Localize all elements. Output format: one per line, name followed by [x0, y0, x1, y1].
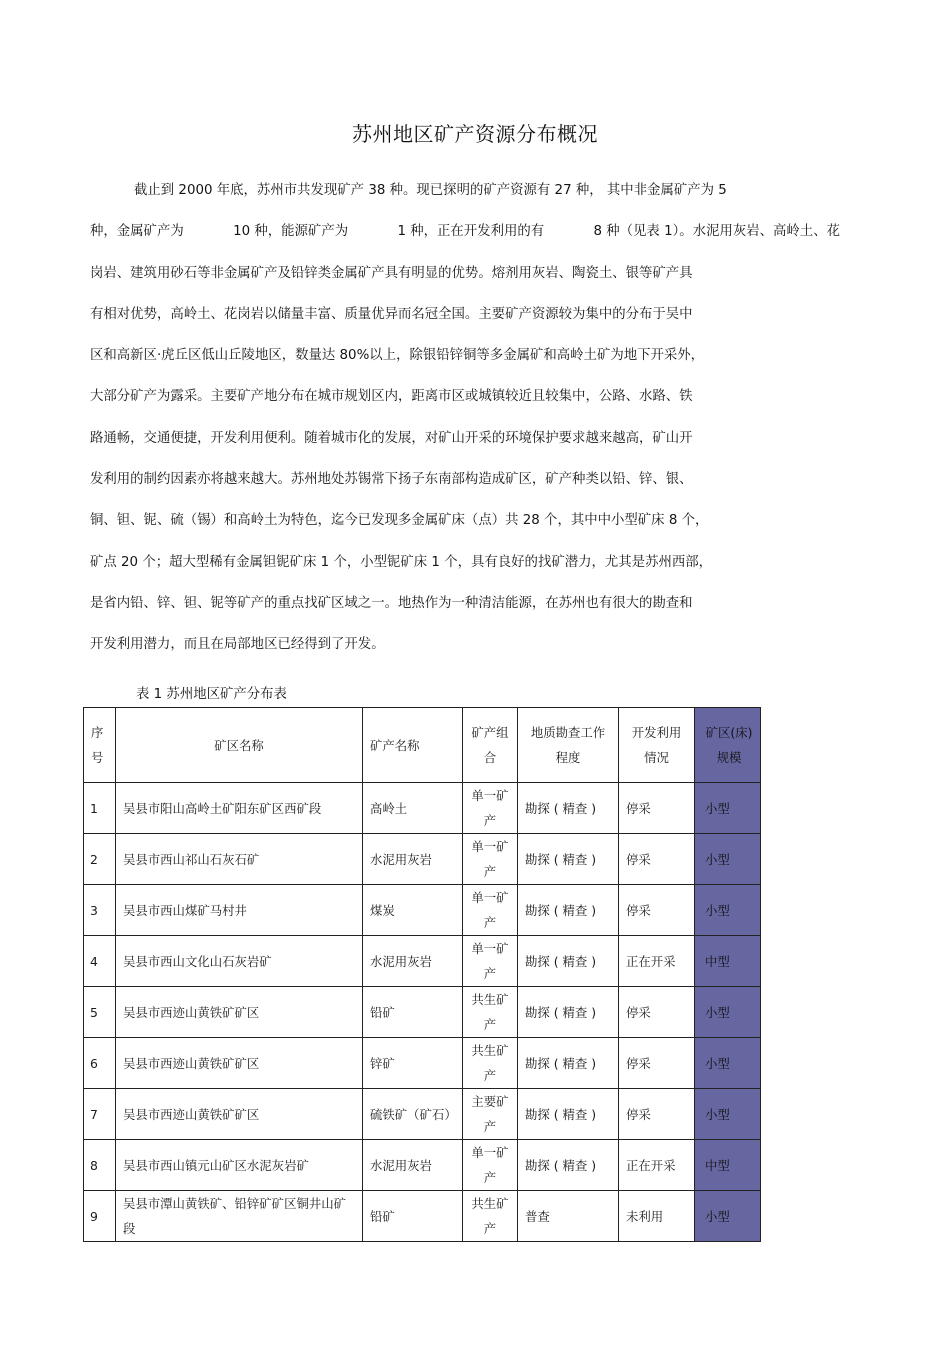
paragraph-line: 发利用的制约因素亦将越来越大。苏州地处苏锡常下扬子东南部构造成矿区，矿产种类以铅、锌、银、: [90, 472, 693, 488]
text-fragment: 10 种，能源矿产为: [233, 224, 349, 240]
table-row: [84, 936, 761, 987]
row-number-cell: 3: [84, 885, 116, 936]
table-row: [84, 783, 761, 834]
mine-area-name-cell: 吴县市西迹山黄铁矿矿区: [116, 1038, 363, 1089]
row-number-cell: 7: [84, 1089, 116, 1140]
row-number-cell: 2: [84, 834, 116, 885]
row-number-cell: 1: [84, 783, 116, 834]
mineral-name-cell: 铅矿: [363, 1191, 463, 1242]
table-row: [84, 1140, 761, 1191]
mine-area-name-cell: 吴县市潭山黄铁矿、铅锌矿矿区铜井山矿段: [116, 1191, 363, 1242]
utilization-status-cell: 停采: [619, 1089, 695, 1140]
header-cell: 矿产组合: [463, 708, 518, 783]
deposit-scale-cell: 中型: [695, 936, 761, 987]
mineral-name-cell: 铅矿: [363, 987, 463, 1038]
mineral-combination-cell: 共生矿产: [463, 1191, 518, 1242]
mineral-name-cell: 水泥用灰岩: [363, 936, 463, 987]
row-number-cell: 8: [84, 1140, 116, 1191]
paragraph-line: 铜、钽、铌、硫（锡）和高岭土为特色，迄今已发现多金属矿床（点）共 28 个，其中中小型矿床 8 个，: [90, 513, 709, 529]
mineral-combination-cell: 单一矿产: [463, 834, 518, 885]
text-fragment: 8 种（见表 1）。水泥用灰岩、高岭土、花: [593, 224, 840, 240]
table-row: [84, 885, 761, 936]
mineral-name-cell: 硫铁矿（矿石）: [363, 1089, 463, 1140]
paragraph-line: 有相对优势，高岭土、花岗岩以储量丰富、质量优异而名冠全国。主要矿产资源较为集中的分布于吴中: [90, 306, 693, 322]
utilization-status-cell: 停采: [619, 987, 695, 1038]
survey-level-cell: 勘探 ( 精查 ): [518, 783, 619, 834]
table-row: [84, 1191, 761, 1242]
body-paragraph: [90, 180, 860, 676]
utilization-status-cell: 停采: [619, 783, 695, 834]
survey-level-cell: 勘探 ( 精查 ): [518, 834, 619, 885]
mine-area-name-cell: 吴县市西山镇元山矿区水泥灰岩矿: [116, 1140, 363, 1191]
table-caption: 表 1 苏州地区矿产分布表: [136, 687, 287, 702]
header-cell: 矿产名称: [363, 708, 463, 783]
paragraph-line: [90, 221, 840, 262]
mineral-combination-cell: 共生矿产: [463, 987, 518, 1038]
text-fragment: 种，金属矿产为: [90, 224, 184, 240]
deposit-scale-cell: 小型: [695, 1089, 761, 1140]
paragraph-line: 是省内铅、锌、钽、铌等矿产的重点找矿区域之一。地热作为一种清洁能源，在苏州也有很大的勘查和: [90, 595, 693, 611]
header-cell: 地质勘查工作程度: [518, 708, 619, 783]
mine-area-name-cell: 吴县市西山文化山石灰岩矿: [116, 936, 363, 987]
table-row: [84, 1089, 761, 1140]
paragraph-line: 路通畅，交通便捷，开发利用便利。随着城市化的发展，对矿山开采的环境保护要求越来越高，矿山开: [90, 430, 693, 446]
mine-area-name-cell: 吴县市西迹山黄铁矿矿区: [116, 987, 363, 1038]
page-title: 苏州地区矿产资源分布概况: [352, 122, 598, 146]
deposit-scale-cell: 小型: [695, 783, 761, 834]
survey-level-cell: 勘探 ( 精查 ): [518, 885, 619, 936]
text-fragment: 1 种，正在开发利用的有: [397, 224, 545, 240]
mineral-combination-cell: 主要矿产: [463, 1089, 518, 1140]
table-row: [84, 1038, 761, 1089]
deposit-scale-cell: 小型: [695, 1038, 761, 1089]
utilization-status-cell: 停采: [619, 885, 695, 936]
mine-area-name-cell: 吴县市西山祁山石灰石矿: [116, 834, 363, 885]
paragraph-line: 大部分矿产为露采。主要矿产地分布在城市规划区内，距离市区或城镇较近且较集中，公路、水路、铁: [90, 389, 693, 405]
mineral-name-cell: 高岭土: [363, 783, 463, 834]
utilization-status-cell: 停采: [619, 1038, 695, 1089]
survey-level-cell: 普查: [518, 1191, 619, 1242]
mineral-combination-cell: 单一矿产: [463, 936, 518, 987]
survey-level-cell: 勘探 ( 精查 ): [518, 1038, 619, 1089]
mineral-name-cell: 水泥用灰岩: [363, 834, 463, 885]
survey-level-cell: 勘探 ( 精查 ): [518, 1089, 619, 1140]
mineral-combination-cell: 单一矿产: [463, 885, 518, 936]
survey-level-cell: 勘探 ( 精查 ): [518, 987, 619, 1038]
mine-area-name-cell: 吴县市阳山高岭土矿阳东矿区西矿段: [116, 783, 363, 834]
survey-level-cell: 勘探 ( 精查 ): [518, 1140, 619, 1191]
mineral-distribution-table: [83, 707, 761, 1242]
deposit-scale-cell: 小型: [695, 1191, 761, 1242]
utilization-status-cell: 正在开采: [619, 1140, 695, 1191]
header-cell: 开发利用情况: [619, 708, 695, 783]
deposit-scale-cell: 小型: [695, 885, 761, 936]
header-cell: 矿区(床)规模: [695, 708, 761, 783]
paragraph-line: 岗岩、建筑用砂石等非金属矿产及铅锌类金属矿产具有明显的优势。熔剂用灰岩、陶瓷土、银等矿产具: [90, 265, 693, 281]
mineral-name-cell: 锌矿: [363, 1038, 463, 1089]
paragraph-line: 截止到 2000 年底，苏州市共发现矿产 38 种。现已探明的矿产资源有 27 种， 其中非金属矿产为 5: [134, 183, 727, 198]
paragraph-line: 区和高新区·虎丘区低山丘陵地区，数量达 80%以上，除银铅锌铜等多金属矿和高岭土矿为地下开采外，: [90, 348, 705, 364]
utilization-status-cell: 正在开采: [619, 936, 695, 987]
utilization-status-cell: 停采: [619, 834, 695, 885]
mineral-name-cell: 水泥用灰岩: [363, 1140, 463, 1191]
table-row: [84, 834, 761, 885]
paragraph-line: 矿点 20 个；超大型稀有金属钽铌矿床 1 个，小型铌矿床 1 个，具有良好的找矿潜力，尤其是苏州西部，: [90, 554, 713, 570]
survey-level-cell: 勘探 ( 精查 ): [518, 936, 619, 987]
row-number-cell: 9: [84, 1191, 116, 1242]
mineral-combination-cell: 共生矿产: [463, 1038, 518, 1089]
utilization-status-cell: 未利用: [619, 1191, 695, 1242]
row-number-cell: 5: [84, 987, 116, 1038]
deposit-scale-cell: 中型: [695, 1140, 761, 1191]
mineral-name-cell: 煤炭: [363, 885, 463, 936]
mineral-combination-cell: 单一矿产: [463, 1140, 518, 1191]
mine-area-name-cell: 吴县市西山煤矿马村井: [116, 885, 363, 936]
mineral-combination-cell: 单一矿产: [463, 783, 518, 834]
table-row: [84, 987, 761, 1038]
deposit-scale-cell: 小型: [695, 834, 761, 885]
row-number-cell: 4: [84, 936, 116, 987]
deposit-scale-cell: 小型: [695, 987, 761, 1038]
paragraph-line: 开发利用潜力，而且在局部地区已经得到了开发。: [90, 637, 385, 653]
table-header-row: [84, 708, 761, 783]
header-cell: 序号: [84, 708, 116, 783]
mine-area-name-cell: 吴县市西迹山黄铁矿矿区: [116, 1089, 363, 1140]
header-cell: 矿区名称: [116, 708, 363, 783]
row-number-cell: 6: [84, 1038, 116, 1089]
